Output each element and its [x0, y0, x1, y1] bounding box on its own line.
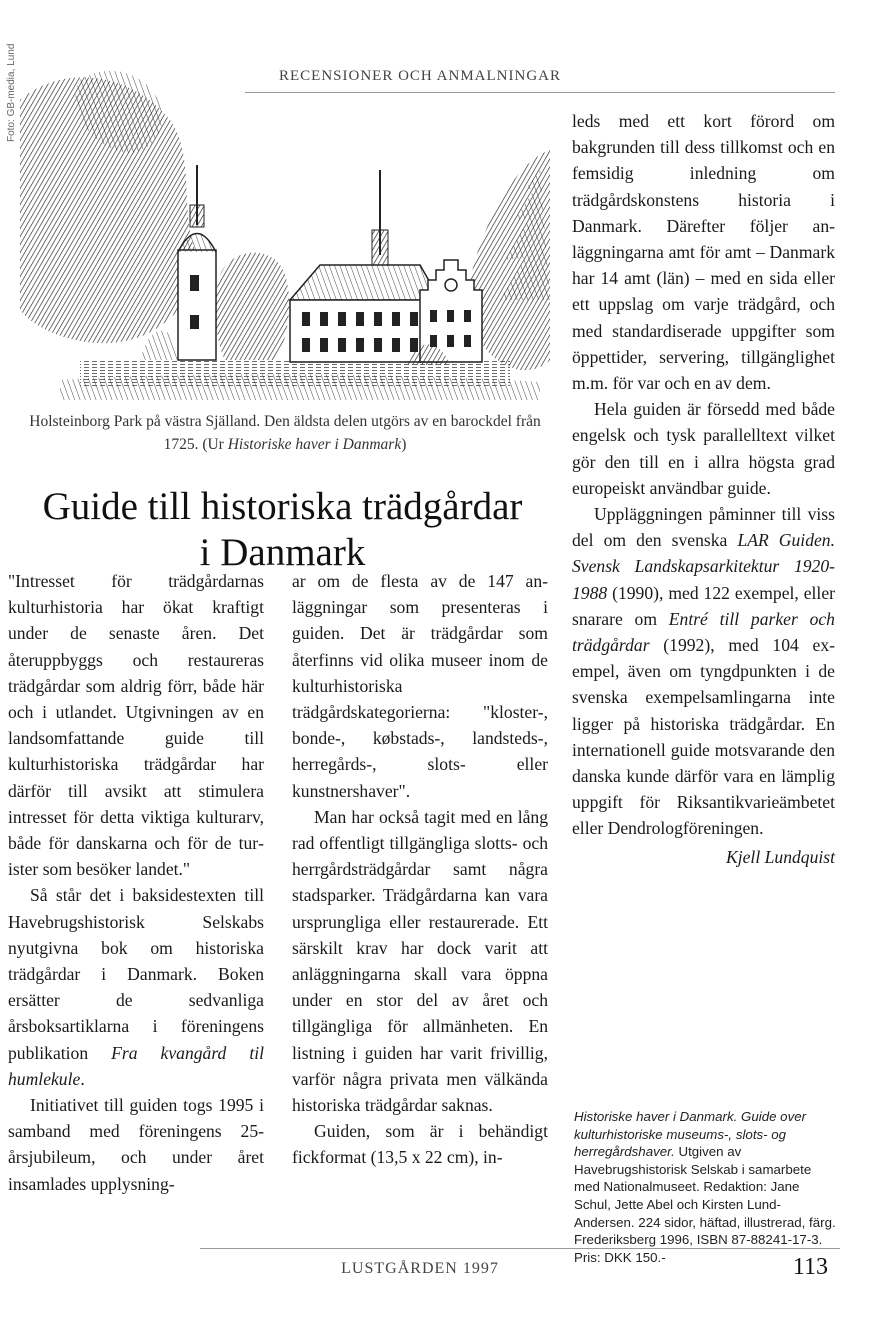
journal-footer: LUSTGÅRDEN 1997: [341, 1260, 499, 1277]
title-line-2: i Danmark: [199, 531, 366, 574]
col1-paragraph-2: [8, 882, 264, 1092]
col3-p3-b: (1990), med 122 exempel, eller snarare om: [572, 582, 835, 629]
col3-paragraph-3: [572, 501, 835, 842]
photo-credit: Foto: GB-media, Lund: [6, 43, 17, 142]
col3-p3-italic-2: Entré till parker och trädgårdar: [572, 608, 835, 656]
col1-paragraph-3: Initiativet till guiden togs 1995 i samband med föreningens 25-årsjubileum, och under året insamlades upplysning-: [8, 1095, 264, 1194]
book-info: [574, 1108, 836, 1266]
running-header: RECENSIONER OCH ANMALNINGAR: [278, 68, 561, 84]
col3-paragraph-2: Hela guiden är försedd med både engelsk och tysk parallelltext vilket gör den till en i allra högsta grad europeiskt användbar guide.: [572, 399, 835, 498]
caption-close: ): [401, 436, 407, 453]
body-column-3: [572, 108, 835, 870]
col3-p3-italic-1: LAR Guiden. Svensk Landskapsarkitektur 1920-1988: [572, 530, 835, 603]
caption-text: Holsteinborg Park på västra Själland. Den äldsta delen utgörs av en barockdel från 1725. (Ur: [29, 413, 541, 453]
body-column-1: [8, 568, 264, 1197]
caption-source-title: Historiske haver i Danmark: [227, 436, 402, 453]
col2-paragraph-3: Guiden, som är i behändigt fickformat (13,5 x 22 cm), in-: [292, 1121, 548, 1168]
col1-p2-end: .: [80, 1068, 85, 1089]
col3-p3-a: Uppläggningen påminner till viss del om den svenska: [572, 504, 835, 551]
page-number: 113: [792, 1254, 828, 1280]
col1-p2-text: Så står det i baksidestexten till Havebrugshistorisk Selskabs nyutgivna bok om historiska trädgårdar i Danmark. Boken ersätter de sedvanliga årsboksartiklarna i föreningens publikation: [8, 885, 264, 1063]
figure-caption: [20, 410, 550, 456]
col1-p2-italic: Fra kvangård til humlekule: [8, 1042, 264, 1089]
col2-paragraph-1: ar om de flesta av de 147 anläggningar som presenteras i guiden. Det är trädgårdar som återfinns vid olika museer inom de kulturhistoriska trädgårdskategorierna: "kloster-, bonde-, købstads-, landsteds-, herregårds-, slots- eller kunstnershaver".: [292, 571, 548, 801]
holsteinborg-illustration: [20, 60, 550, 405]
col2-paragraph-2: Man har också tagit med en lång rad offentligt tillgängliga slotts- och herrgårdsträdgårdar samt några stadsparker. Trädgårdarna kan vara ursprungliga eller restaurerade. Ett särskilt krav har dock varit att anläggningarna skall vara öppna under en stor del av året och tillgängliga för allmänheten. En listning i guiden har varit frivillig, varför några privata men välkända historiska trädgårdar saknas.: [292, 806, 548, 1116]
title-line-1: Guide till historiska trädgårdar: [42, 485, 523, 528]
footer-rule: [200, 1248, 840, 1249]
body-column-2: [292, 568, 548, 1171]
col3-paragraph-1: leds med ett kort förord om bakgrunden till dess tillkomst och en femsidig inledning om trädgårdskonstens historia i Danmark. Därefter följer anläggningarna amt för amt – Danmark har 14 amt (län) – med en sida eller ett uppslag om varje trädgård, och med standardiserade uppgifter som öppettider, servering, tillgänglighet m.m. för var och en av dem.: [572, 111, 835, 394]
col1-paragraph-1: "Intresset för trädgårdarnas kulturhistoria har ökat kraftigt under de senaste åren. Det återuppbyggs och restaureras trädgårdar som aldrig förr, både här och i utlandet. Utgivningen av en landsomfattande guide till kulturhistoriska trädgårdar har därför till avsikt att stimulera intresset för detta viktiga kulturarv, både för danskarna och för de turister som besöker landet.": [8, 571, 264, 880]
col3-p3-c: (1992), med 104 exempel, även om tyngdpunkten i de svenska exempelsamlingarna inte ligger på historiska trädgårdar. En internationell guide motsvarande den danska kunde därför vara en lämplig uppgift för Riksantikvarieämbetet eller Dendrologföreningen.: [572, 635, 835, 839]
book-title: Historiske haver i Danmark. Guide over kulturhistoriske museums-, slots- og herregårdshaver.: [574, 1109, 807, 1160]
article-title: [10, 484, 555, 576]
author-signature: Kjell Lundquist: [726, 846, 835, 867]
book-details: Utgiven av Havebrugshistorisk Selskab i samarbete med Nationalmuseet. Redaktion: Jane Schul, Jette Abel och Kirsten Lund-Andersen. 224 sidor, häftad, illustrerad, färg. Frederiksberg 1996, ISBN 87-88241-17-3. Pris: DKK 150.-: [574, 1144, 836, 1265]
